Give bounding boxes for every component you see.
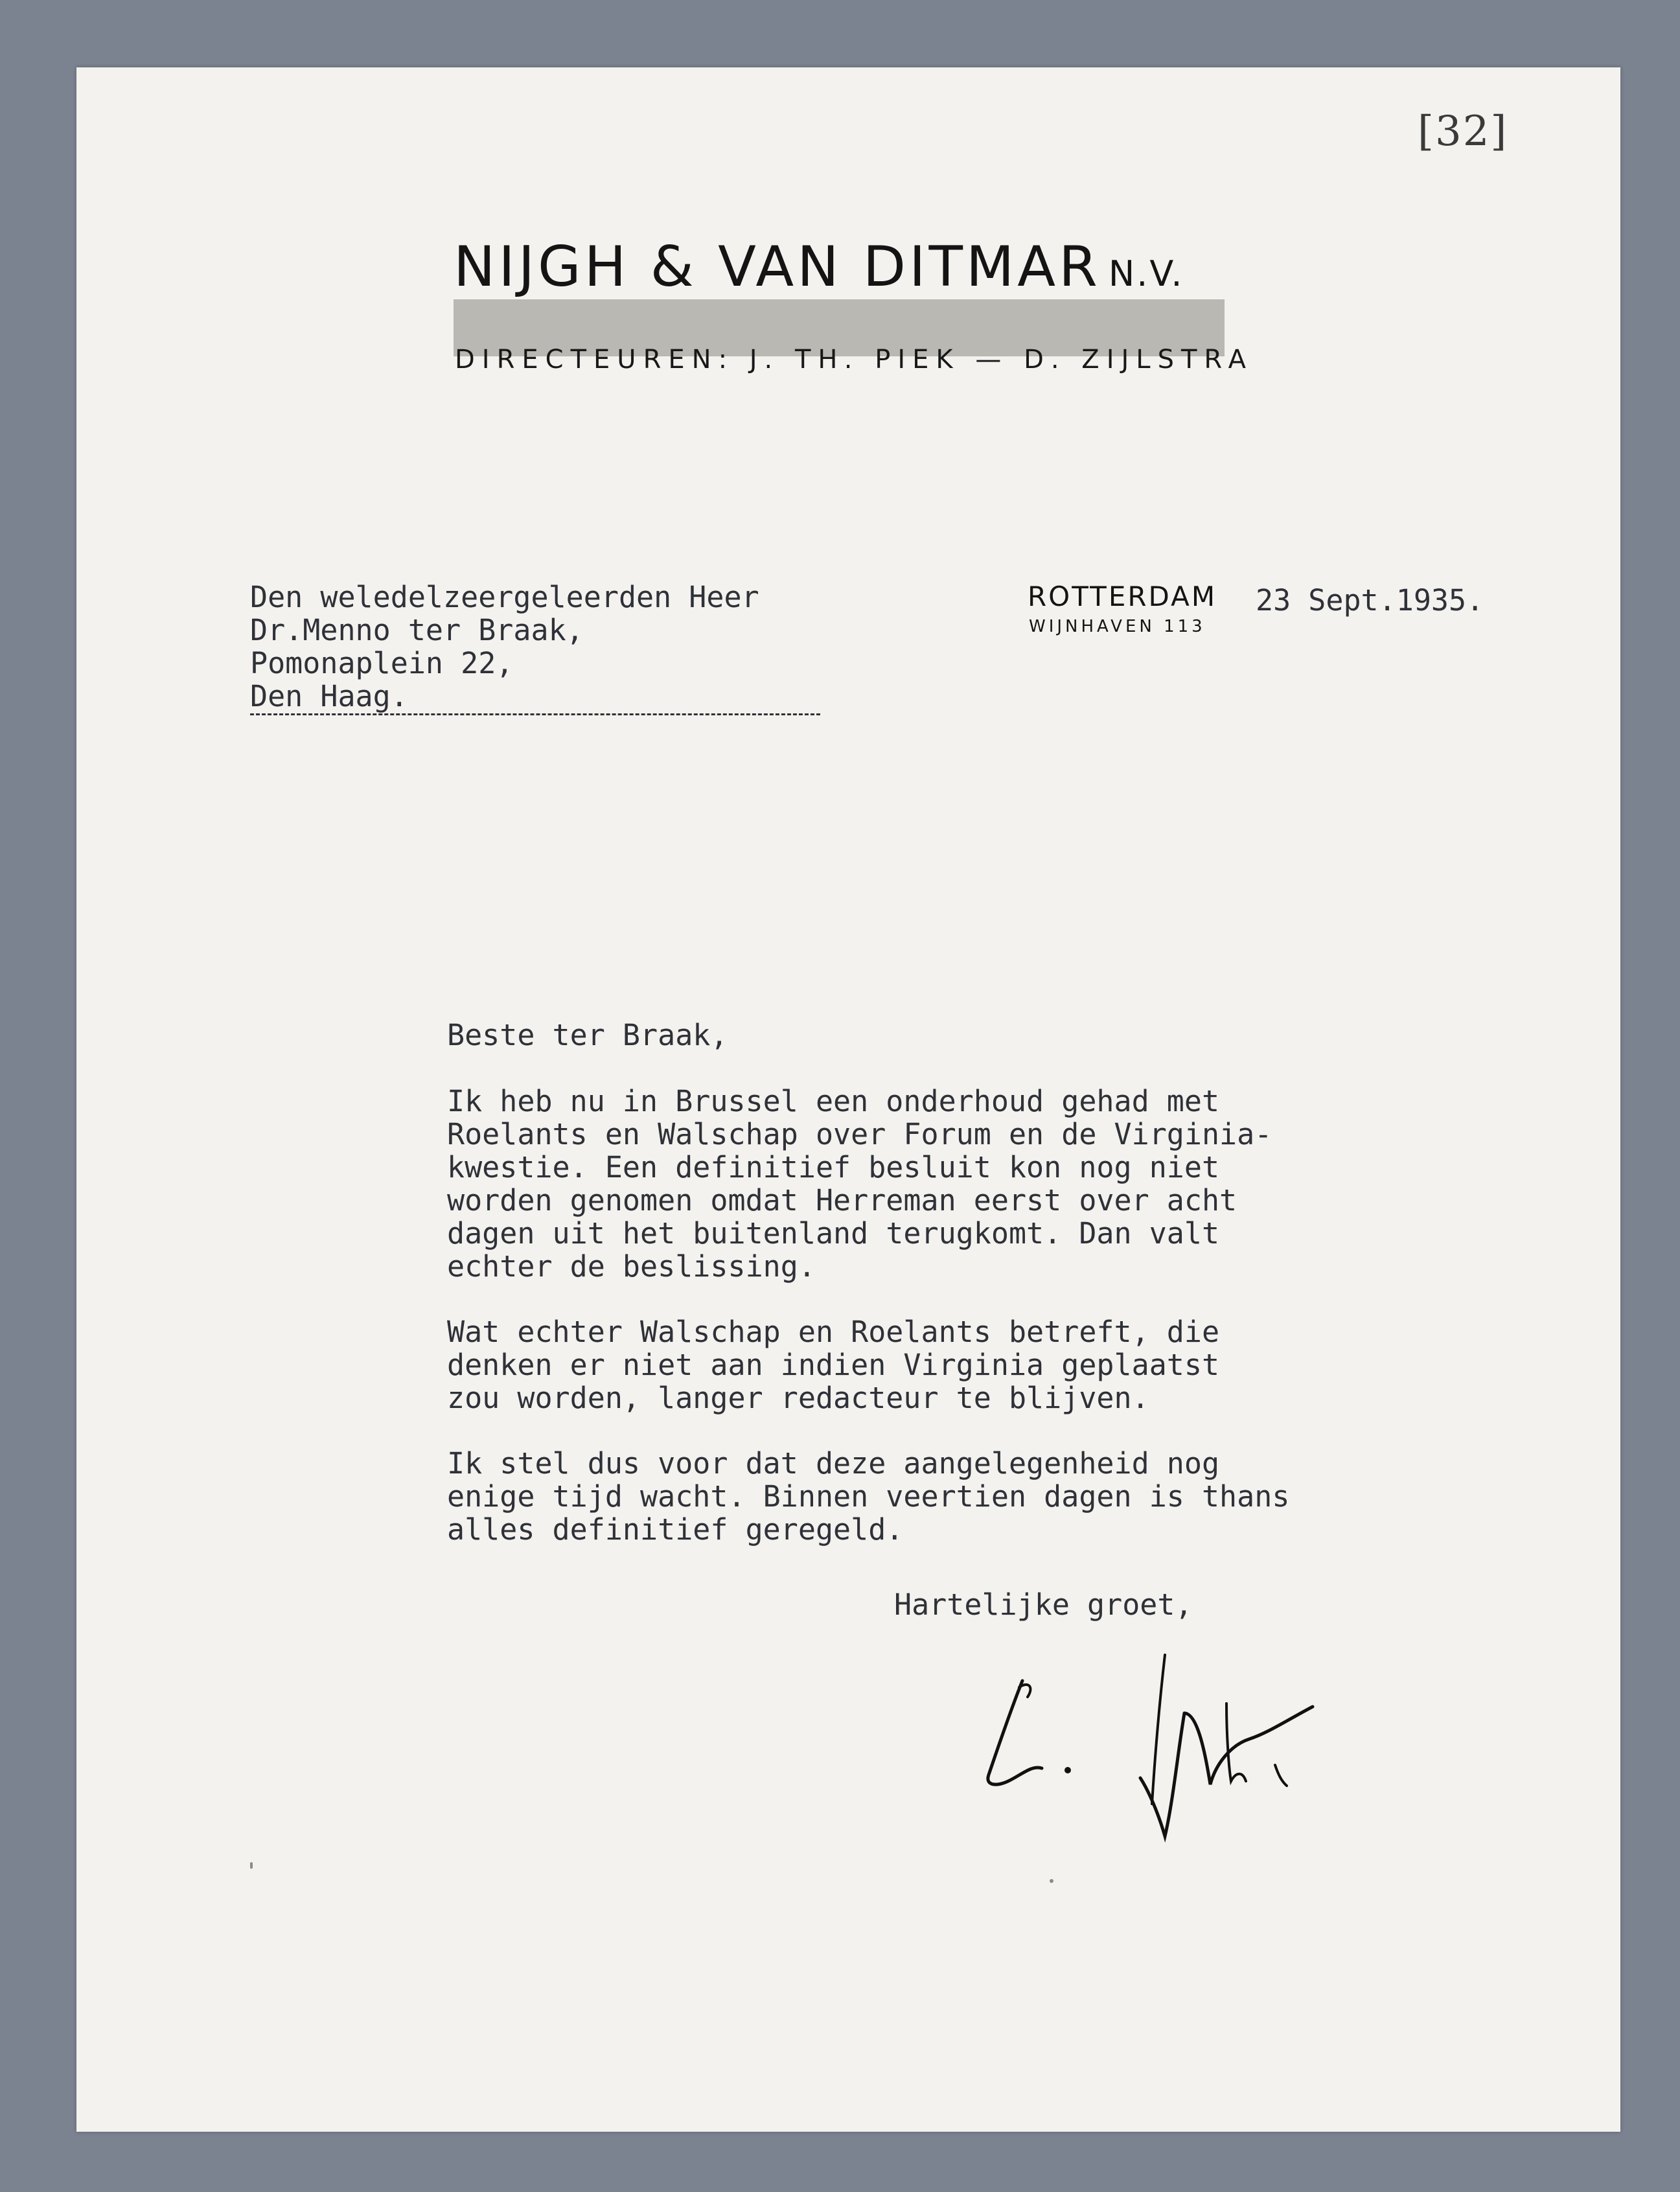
letterhead-city: ROTTERDAM	[1028, 581, 1217, 612]
recipient-line: Pomonaplein 22,	[250, 646, 514, 680]
body-paragraph: Ik heb nu in Brussel een onderhoud gehad met Roelants en Walschap over Forum en de Virginia- kwestie. Een definitief besluit kon nog niet worden genomen omdat Herreman eerst over acht dagen uit het buitenland terugkomt. Dan valt echter de beslissing.	[447, 1084, 1272, 1284]
closing: Hartelijke groet,	[894, 1587, 1193, 1622]
handwritten-signature	[971, 1642, 1333, 1856]
firm-suffix: N.V.	[1108, 253, 1184, 294]
paper-speck	[1050, 1879, 1053, 1883]
body-paragraph: Ik stel dus voor dat deze aangelegenheid nog enige tijd wacht. Binnen veertien dagen is thans alles definitief geregeld.	[447, 1446, 1290, 1547]
recipient-line: Den weledelzeergeleerden Heer	[250, 580, 759, 614]
letterhead-directors: DIRECTEUREN: J. TH. PIEK — D. ZIJLSTRA	[455, 345, 1253, 375]
body-paragraph: Wat echter Walschap en Roelants betreft, die denken er niet aan indien Virginia geplaatst zou worden, langer redacteur te blijven.	[447, 1315, 1220, 1415]
recipient-line: Dr.Menno ter Braak,	[250, 613, 584, 647]
salutation: Beste ter Braak,	[447, 1018, 728, 1052]
letterhead-street: WIJNHAVEN 113	[1029, 617, 1206, 636]
recipient-line: Den Haag.	[250, 679, 408, 713]
paper-speck	[250, 1862, 253, 1869]
firm-name-text: NIJGH & VAN DITMAR	[454, 235, 1101, 299]
archive-number: [32]	[1418, 108, 1508, 156]
recipient-address	[250, 581, 759, 713]
letter-date: 23 Sept.1935.	[1256, 583, 1484, 617]
letterhead-firm-name	[454, 235, 1184, 299]
letter-body	[447, 1085, 1406, 1578]
letter-sheet	[76, 67, 1620, 2132]
address-underline	[250, 713, 820, 715]
